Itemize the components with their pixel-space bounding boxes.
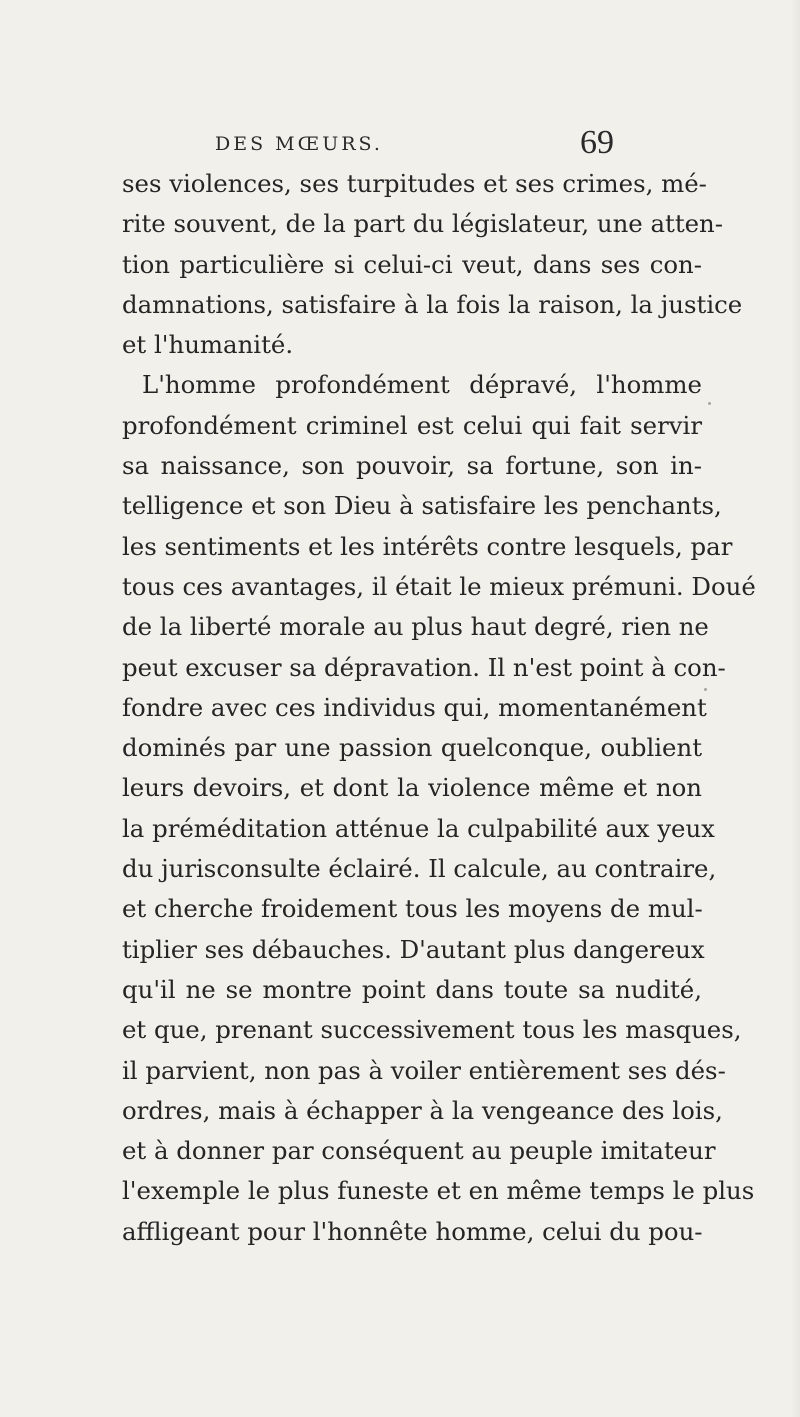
paper-speck (708, 402, 711, 405)
text-line: rite souvent, de la part du législateur, une atten- (122, 209, 723, 239)
text-line: et cherche froidement tous les moyens de mul- (122, 894, 703, 924)
text-line: profondément criminel est celui qui fait servir (122, 410, 702, 440)
text-line: la préméditation atténue la culpabilité aux yeux (122, 813, 715, 843)
text-line: sa naissance, son pouvoir, sa fortune, son in- (122, 451, 702, 481)
running-head: DES MŒURS. (215, 133, 383, 155)
text-line: tous ces avantages, il était le mieux prémuni. Doué (122, 571, 756, 601)
text-line: telligence et son Dieu à satisfaire les penchants, (122, 491, 722, 521)
text-line: l'exemple le plus funeste et en même temps le plus (122, 1176, 755, 1206)
text-line: peut excuser sa dépravation. Il n'est point à con- (122, 652, 726, 682)
text-line: dominés par une passion quelconque, oublient (122, 733, 702, 763)
text-line: damnations, satisfaire à la fois la raison, la justice (122, 289, 743, 319)
text-line: tion particulière si celui-ci veut, dans ses con- (122, 249, 702, 279)
body-text (122, 164, 756, 1252)
text-line: ordres, mais à échapper à la vengeance des lois, (122, 1095, 723, 1125)
text-line: ses violences, ses turpitudes et ses crimes, mé- (122, 169, 707, 198)
text-line: les sentiments et les intérêts contre lesquels, par (122, 531, 733, 561)
text-line: qu'il ne se montre point dans toute sa nudité, (122, 974, 702, 1004)
text-line: il parvient, non pas à voiler entièrement ses dés- (122, 1055, 726, 1085)
text-line: et à donner par conséquent au peuple imitateur (122, 1136, 716, 1166)
paper-speck (704, 688, 707, 691)
text-line: et que, prenant successivement tous les masques, (122, 1015, 742, 1045)
text-line: du jurisconsulte éclairé. Il calcule, au contraire, (122, 854, 717, 884)
page-edge-shadow (790, 0, 800, 1417)
text-line: et l'humanité. (122, 330, 294, 360)
text-line: fondre avec ces individus qui, momentanément (122, 692, 707, 722)
text-line: L'homme profondément dépravé, l'homme (142, 370, 702, 400)
text-line: leurs devoirs, et dont la violence même et non (122, 773, 702, 803)
text-line: de la liberté morale au plus haut degré, rien ne (122, 612, 709, 642)
text-line: tiplier ses débauches. D'autant plus dangereux (122, 934, 705, 964)
page-number: 69 (580, 124, 614, 161)
text-line: affligeant pour l'honnête homme, celui du pou- (122, 1216, 703, 1246)
